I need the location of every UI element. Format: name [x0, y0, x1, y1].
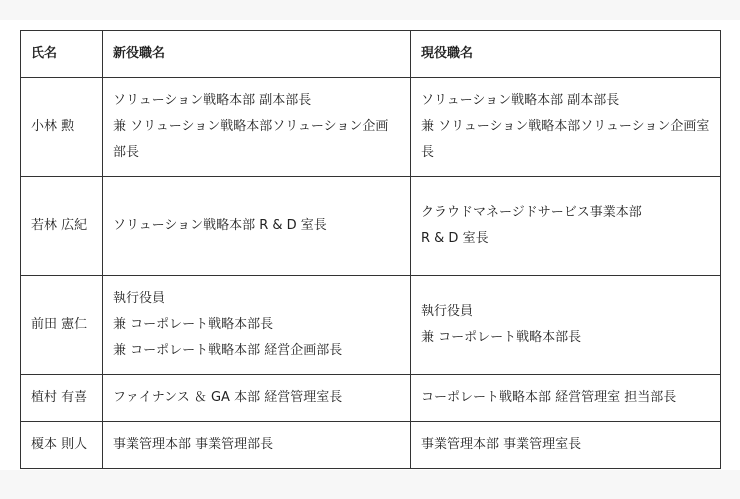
new-title-line: ソリューション戦略本部 R & D 室長: [113, 218, 327, 233]
header-current-title: 現役職名: [411, 31, 721, 78]
current-title-line: コーポレート戦略本部 経営管理室 担当部長: [421, 390, 677, 405]
person-name: 小林 勲: [21, 78, 103, 177]
new-title-cell: [103, 276, 411, 375]
current-title-cell: [411, 78, 721, 177]
table-row: [21, 375, 721, 422]
new-title-line: 兼 ソリューション戦略本部ソリューション企画部長: [113, 119, 389, 160]
current-title-cell: [411, 177, 721, 276]
person-name: 若林 広紀: [21, 177, 103, 276]
current-title-line: 事業管理本部 事業管理室長: [421, 437, 582, 452]
new-title-cell: [103, 422, 411, 469]
current-title-line: 兼 ソリューション戦略本部ソリューション企画室長: [421, 119, 710, 160]
table-row: [21, 276, 721, 375]
new-title-cell: [103, 375, 411, 422]
table-row: [21, 422, 721, 469]
current-title-cell: [411, 276, 721, 375]
header-new-title: 新役職名: [103, 31, 411, 78]
header-name: 氏名: [21, 31, 103, 78]
table-header-row: [21, 31, 721, 78]
page-top-band: [0, 0, 740, 20]
current-title-line: ソリューション戦略本部 副本部長: [421, 93, 620, 108]
current-title-line: R & D 室長: [421, 231, 489, 246]
new-title-line: ソリューション戦略本部 副本部長: [113, 93, 312, 108]
current-title-cell: [411, 375, 721, 422]
table-row: [21, 177, 721, 276]
current-title-line: クラウドマネージドサービス事業本部: [421, 205, 642, 220]
new-title-line: 事業管理本部 事業管理部長: [113, 437, 274, 452]
new-title-line: 兼 コーポレート戦略本部長: [113, 317, 274, 332]
new-title-cell: [103, 78, 411, 177]
person-name: 植村 有喜: [21, 375, 103, 422]
person-name: 前田 憲仁: [21, 276, 103, 375]
current-title-line: 執行役員: [421, 304, 474, 319]
new-title-cell: [103, 177, 411, 276]
new-title-line: 執行役員: [113, 291, 166, 306]
table-row: [21, 78, 721, 177]
person-name: 榎本 則人: [21, 422, 103, 469]
new-title-line: 兼 コーポレート戦略本部 経営企画部長: [113, 343, 343, 358]
current-title-line: 兼 コーポレート戦略本部長: [421, 330, 582, 345]
personnel-table: [20, 30, 721, 469]
current-title-cell: [411, 422, 721, 469]
new-title-line: ファイナンス ＆ GA 本部 経営管理室長: [113, 390, 343, 405]
